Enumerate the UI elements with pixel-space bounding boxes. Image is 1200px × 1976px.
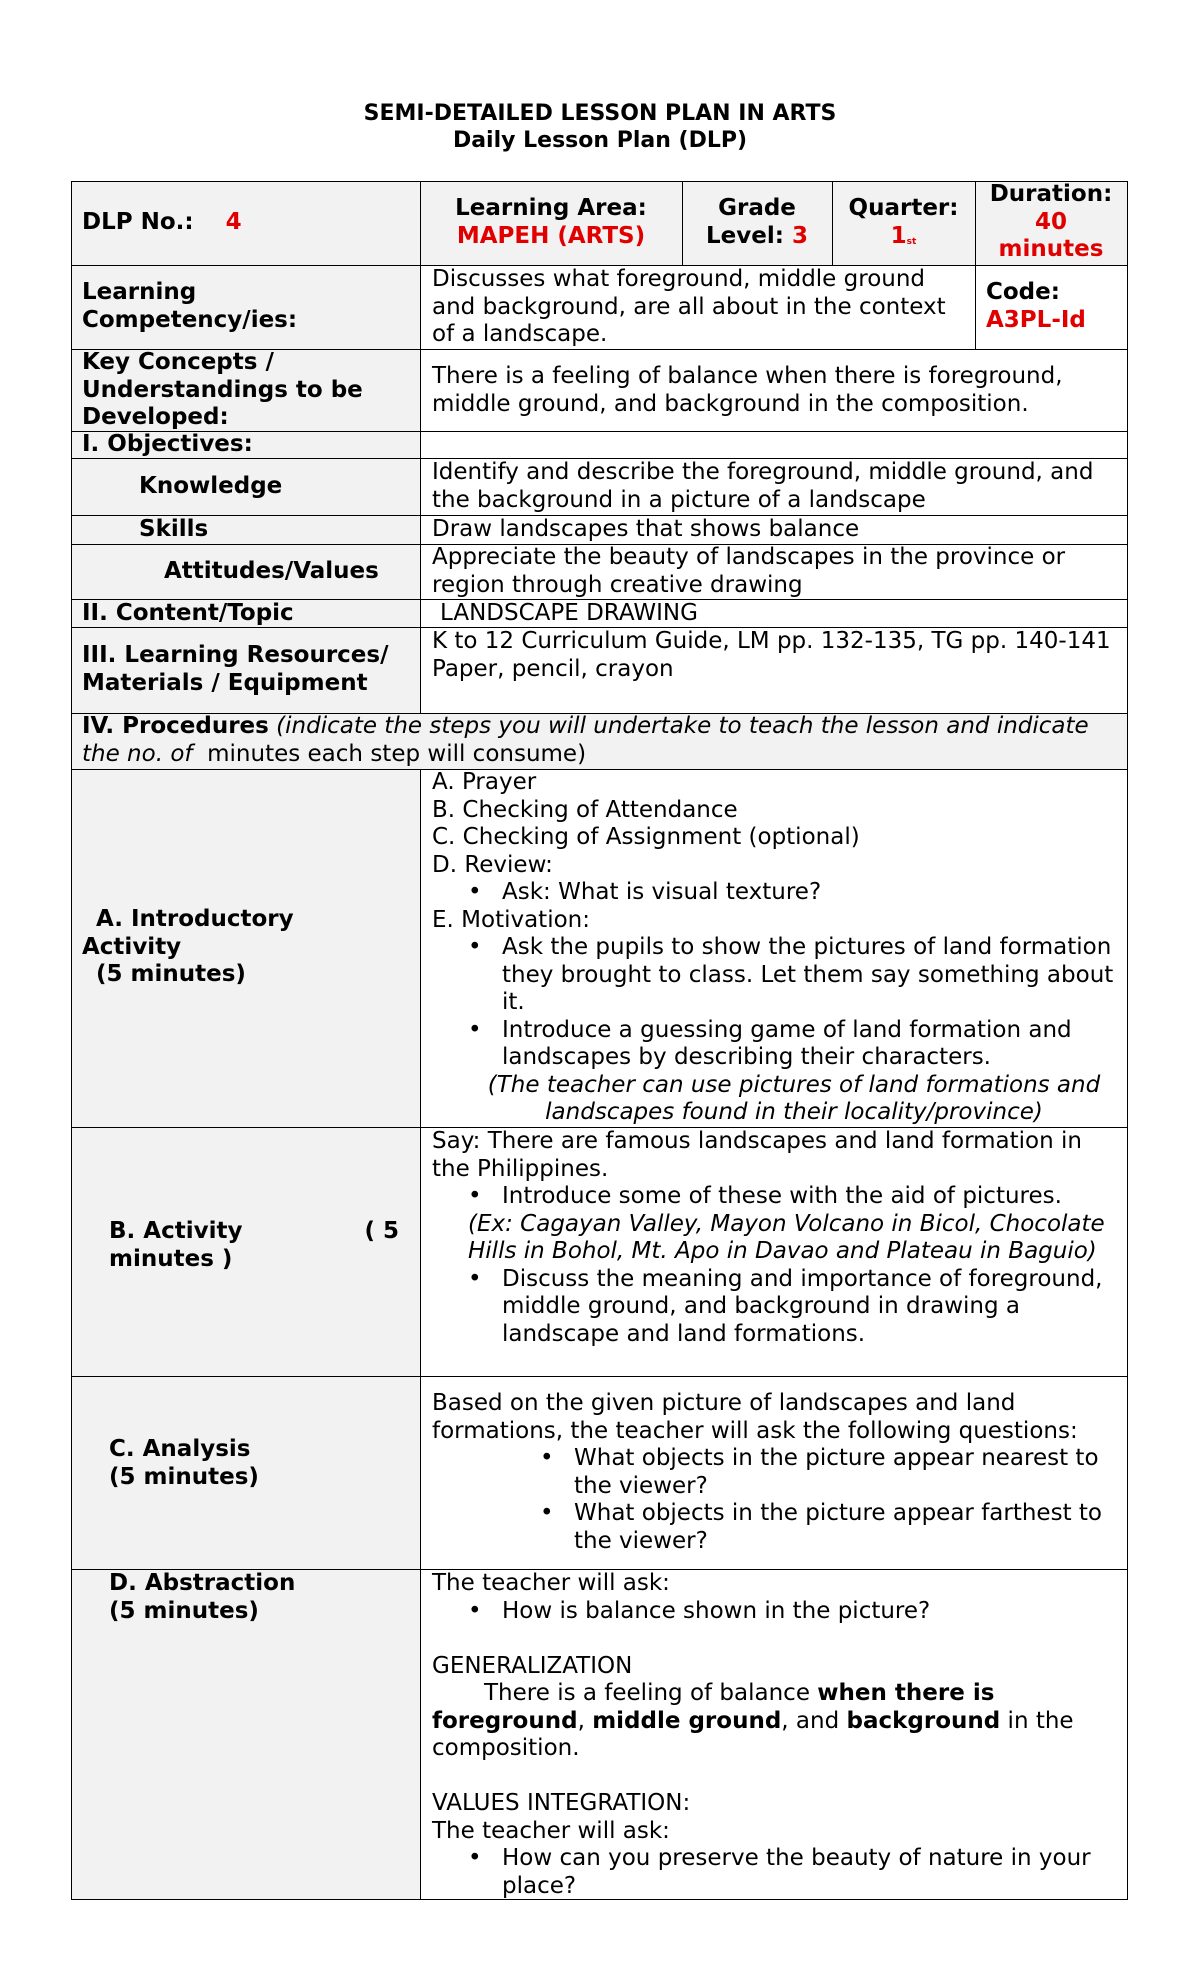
objectives-label: I. Objectives: [82, 431, 253, 457]
grade-level: Grade Level: 3 [706, 195, 808, 249]
content-label: II. Content/Topic [82, 600, 294, 626]
list-item: • Introduce a guessing game of land formation and landscapes by describing their characters. [432, 1017, 1122, 1072]
document-subtitle: Daily Lesson Plan (DLP) [452, 128, 748, 153]
analysis-label: C. Analysis (5 minutes) [109, 1436, 259, 1490]
list-item: • Introduce some of these with the aid of pictures. [432, 1183, 1122, 1211]
learning-area: Learning Area: MAPEH (ARTS) [455, 195, 647, 249]
knowledge-label: Knowledge [139, 473, 283, 499]
abstraction-label: D. Abstraction (5 minutes) [109, 1570, 296, 1624]
intro-label: A. Introductory Activity (5 minutes) [82, 906, 294, 987]
skills-label: Skills [139, 516, 209, 542]
activity-content: Say: There are famous landscapes and land formation in the Philippines. • Introduce some of these with the aid of pictures. (Ex: Cagayan Valley, Mayon Volcano in Bicol, Chocolate Hills in Bohol, Mt. Apo in Davao and Plateau in Baguio) • Discuss the meaning and importance of foreground, middle ground, and background in drawing a landscape and land formations. [432, 1128, 1122, 1348]
competency-text: Discusses what foreground, middle ground and background, are all about in the context of a landscape. [432, 266, 946, 347]
dlp-number: DLP No.: 4 [82, 209, 242, 235]
list-item: • How can you preserve the beauty of nature in your place? [432, 1845, 1122, 1900]
list-item: • Ask the pupils to show the pictures of land formation they brought to class. Let them say something about it. [432, 934, 1122, 1017]
generalization-text: There is a feeling of balance when there is foreground, middle ground, and background in the composition. [432, 1680, 1074, 1761]
list-item: • How is balance shown in the picture? [432, 1598, 1122, 1626]
resources-text: K to 12 Curriculum Guide, LM pp. 132-135, TG pp. 140-141 Paper, pencil, crayon [432, 628, 1111, 682]
duration: Duration: 40 minutes [989, 181, 1113, 262]
key-concepts-label: Key Concepts / Understandings to be Developed: [82, 349, 363, 430]
procedures-header: IV. Procedures (indicate the steps you will undertake to teach the lesson and indicate the no. of minutes each step will consume) [82, 713, 1089, 767]
list-item: • Discuss the meaning and importance of foreground, middle ground, and background in drawing a landscape and land formations. [432, 1266, 1122, 1349]
list-item: • What objects in the picture appear farthest to the viewer? [432, 1500, 1122, 1555]
code: Code: A3PL-Id [986, 279, 1086, 333]
attitudes-label: Attitudes/Values [164, 558, 379, 584]
attitudes-text: Appreciate the beauty of landscapes in the province or region through creative drawing [432, 544, 1066, 598]
list-item: • Ask: What is visual texture? [432, 879, 1122, 907]
content-text: LANDSCAPE DRAWING [440, 600, 698, 626]
analysis-content: Based on the given picture of landscapes and land formations, the teacher will ask the following questions: • What objects in the picture appear nearest to the viewer? • What objects in the picture appear farthest to the viewer? [432, 1390, 1122, 1555]
intro-content: A. Prayer B. Checking of Attendance C. Checking of Assignment (optional) D. Review: • Ask: What is visual texture? E. Motivation: • Ask the pupils to show the pictures of land formation they brought to class. Let them say something about it. • Introduce a guessing game of land formation and landscapes by describing their characters. (The teacher can use pictures of land formations and landscapes found in their locality/province) [432, 769, 1122, 1127]
knowledge-text: Identify and describe the foreground, middle ground, and the background in a picture of a landscape [432, 459, 1094, 513]
document-title: SEMI-DETAILED LESSON PLAN IN ARTS [363, 101, 837, 126]
abstraction-content: The teacher will ask: • How is balance shown in the picture? GENERALIZATION There is a feeling of balance when there is foreground, middle ground, and background in the composition. VALUES INTEGRATION: The teacher will ask: • How can you preserve the beauty of nature in your place? [432, 1570, 1122, 1900]
skills-text: Draw landscapes that shows balance [432, 516, 860, 542]
list-item: • What objects in the picture appear nearest to the viewer? [432, 1445, 1122, 1500]
activity-label: B. Activity ( 5 minutes ) [109, 1218, 399, 1272]
competency-label: Learning Competency/ies: [82, 279, 298, 333]
resources-label: III. Learning Resources/ Materials / Equipment [82, 642, 389, 696]
quarter: Quarter: 1st [848, 195, 959, 249]
key-concepts-text: There is a feeling of balance when there is foreground, middle ground, and background in the composition. [432, 363, 1063, 417]
